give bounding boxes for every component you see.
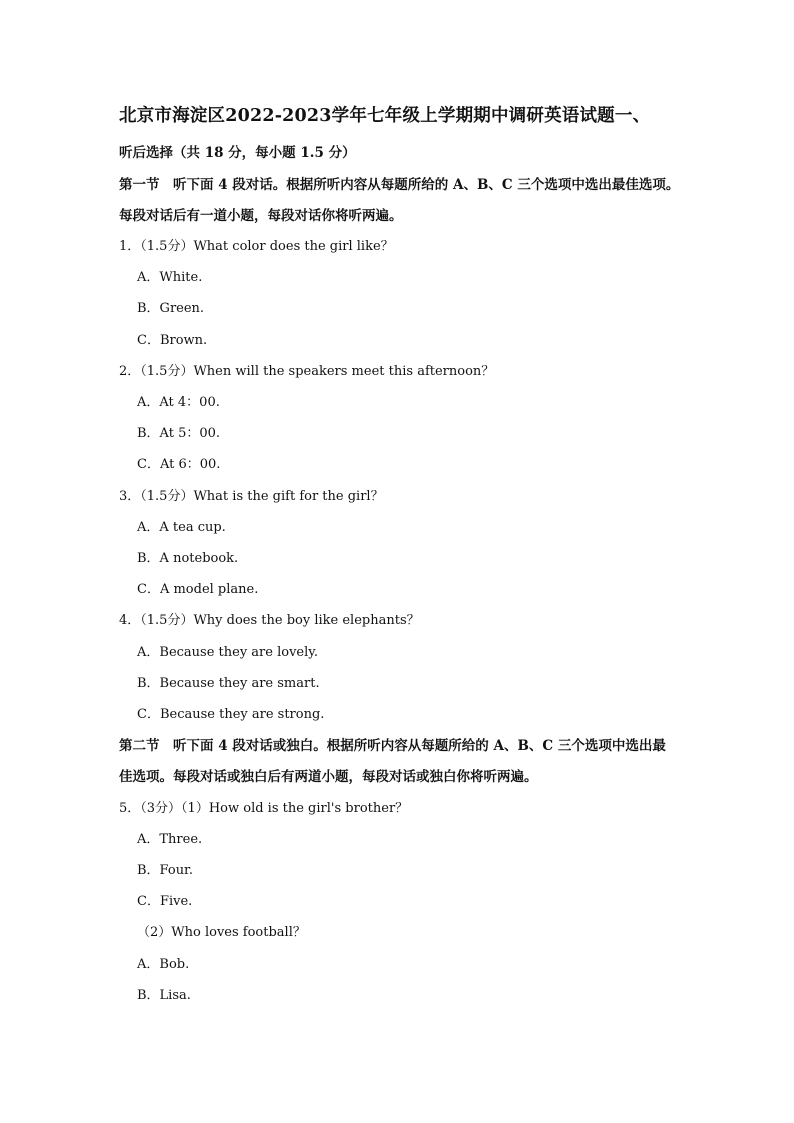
section1-instruction-line2: 每段对话后有一道小题，每段对话你将听两遍。 — [119, 208, 403, 224]
question-5-sub2-stem: （2）Who loves football？ — [137, 925, 306, 940]
question-3-option-a: A．A tea cup. — [137, 520, 226, 535]
question-2-option-a: A．At 4：00. — [137, 395, 220, 410]
question-1-option-c: C．Brown. — [137, 333, 208, 348]
page-title: 北京市海淀区2022-2023学年七年级上学期期中调研英语试题一、 — [119, 106, 651, 126]
section1-instruction-line1: 第一节 听下面 4 段对话。根据所听内容从每题所给的 A、B、C 三个选项中选出最佳选项。 — [119, 177, 680, 193]
question-4-stem: 4．（1.5分）Why does the boy like elephants？ — [119, 613, 420, 628]
question-1-option-b: B．Green. — [137, 301, 205, 316]
question-4-option-b: B．Because they are smart. — [137, 676, 320, 691]
question-5-sub2-option-b: B．Lisa. — [137, 988, 191, 1003]
question-5-option-c: C．Five. — [137, 894, 193, 909]
section2-instruction-line1: 第二节 听下面 4 段对话或独白。根据所听内容从每题所给的 A、B、C 三个选项中选出最 — [119, 738, 666, 754]
question-1-option-a: A．White. — [137, 270, 203, 285]
question-4-option-c: C．Because they are strong. — [137, 707, 325, 722]
question-5-option-a: A．Three. — [137, 832, 203, 847]
question-3-stem: 3．（1.5分）What is the gift for the girl？ — [119, 489, 384, 504]
question-2-option-b: B．At 5：00. — [137, 426, 221, 441]
question-3-option-c: C．A model plane. — [137, 582, 259, 597]
question-3-option-b: B．A notebook. — [137, 551, 239, 566]
question-5-sub2-option-a: A．Bob. — [137, 957, 190, 972]
question-2-option-c: C．At 6：00. — [137, 457, 221, 472]
question-2-stem: 2．（1.5分）When will the speakers meet this afternoon？ — [119, 364, 495, 379]
question-1-stem: 1．（1.5分）What color does the girl like？ — [119, 239, 394, 254]
question-4-option-a: A．Because they are lovely. — [137, 645, 319, 660]
section2-instruction-line2: 佳选项。每段对话或独白后有两道小题，每段对话或独白你将听两遍。 — [119, 769, 538, 785]
part-heading: 听后选择（共 18 分，每小题 1.5 分） — [119, 145, 356, 161]
question-5-stem: 5．（3分）（1）How old is the girl's brother？ — [119, 801, 409, 816]
question-5-option-b: B．Four. — [137, 863, 193, 878]
